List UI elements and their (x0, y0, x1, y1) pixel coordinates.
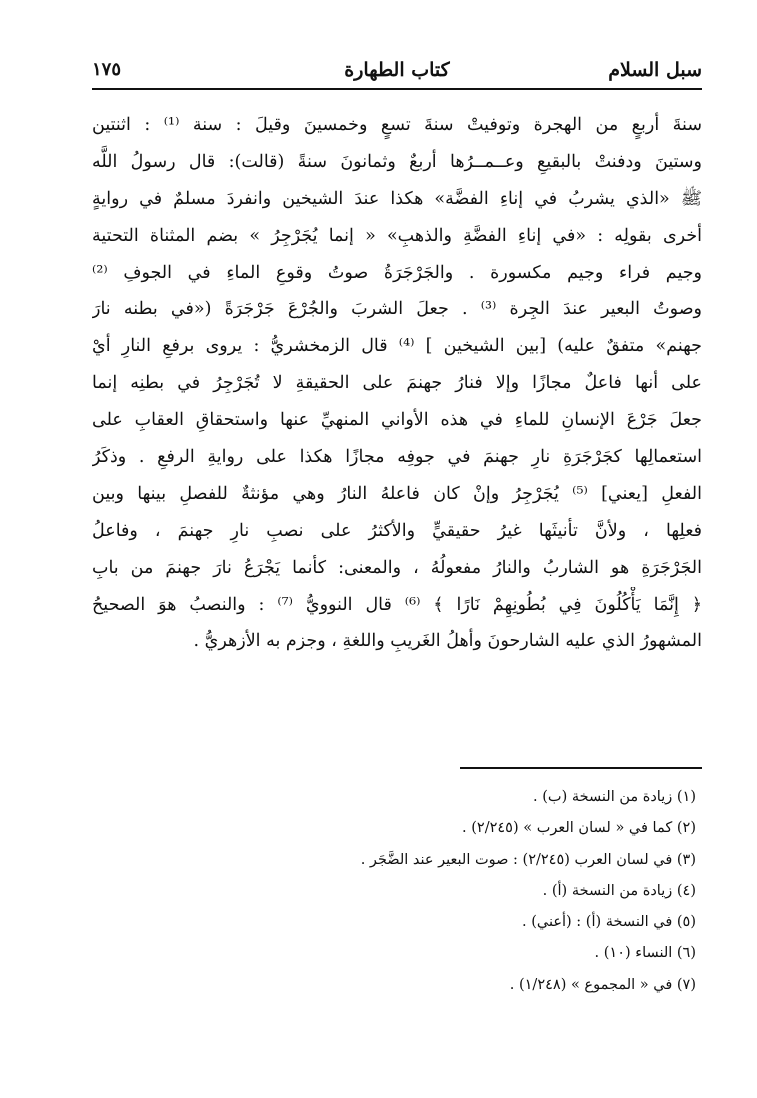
body-line: الجَرْجَرَةِ هو الشاربُ والنارُ مفعولُهُ ، والمعنى: كأنما يَجْرَعُ نارَ جهنمَ من بابِ (92, 557, 702, 578)
footnote-item: (٢) كما في « لسان العرب » (٢/٢٤٥) . (462, 820, 696, 837)
body-line: سنةَ أربعٍ من الهجرة وتوفيتْ سنةَ تسعٍ وخمسينَ وقيلَ : سنة ⁽¹⁾ : اثنتين (92, 115, 702, 135)
main-text-block (92, 107, 702, 660)
body-line: فعلِها ، ولأنَّ تأنيثَها غيرُ حقيقيٍّ والأكثرُ على نصبِ نارِ جهنمَ ، وفاعلُ (92, 520, 702, 541)
body-line: وستينَ ودفنتْ بالبقيعِ وعــمــرُها أربعٌ وثمانونَ سنةً (قالت): قال رسولُ اللَّه (92, 151, 702, 172)
body-line: جهنم» متفقٌ عليه) [بين الشيخين ] ⁽⁴⁾ قال الزمخشريُّ : يروى برفعِ النارِ أيْ (92, 336, 702, 357)
footnote-item: (١) زيادة من النسخة (ب) . (533, 789, 696, 805)
body-line: المشهورُ الذي عليه الشارحونَ وأهلُ الغَريبِ واللغةِ ، وجزم به الأزهريُّ . (193, 631, 702, 652)
body-line: على أنها فاعلٌ مجازًا وإلا فنارُ جهنمَ على الحقيقةِ لا تُجَرْجِرُ في بطنِه إنما (92, 373, 702, 394)
body-line: جعلَ جَرْعَ الإنسانِ للماءِ في هذه الأواني المنهيِّ عنها واستحقاقِ العقابِ على (92, 410, 702, 431)
footnote-item: (٣) في لسان العرب (٢/٢٤٥) : صوت البعير عند الضَّجَر . (360, 851, 696, 868)
body-line: ﷺ «الذي يشربُ في إناءِ الفضَّة» هكذا عندَ الشيخين وانفردَ مسلمٌ في روايةٍ (92, 188, 702, 209)
running-title-chapter: كتاب الطهارة (344, 59, 450, 81)
page-number: ١٧٥ (92, 59, 122, 80)
footnote-divider (460, 767, 702, 769)
running-title-book: سبل السلام (608, 59, 702, 81)
header-divider (92, 88, 702, 90)
footnotes-block (92, 782, 702, 1001)
body-line: وصوتُ البعير عندَ الجِرة ⁽³⁾ . جعلَ الشربَ والجُرْعَ جَرْجَرَةً («في بطنه نارَ (92, 299, 702, 320)
body-line: استعمالِها كجَرْجَرَةِ نارِ جهنمَ في جوفِه مجازًا هكذا على روايةِ الرفعِ . وذكَرُ (92, 447, 702, 468)
body-line-quran-verse: ﴿ إِنَّمَا يَأْكُلُونَ فِي بُطُونِهِمْ نَارًا ﴾ ⁽⁶⁾ قال النوويُّ ⁽⁷⁾ : والنصبُ هوَ الصحيحُ (92, 594, 702, 615)
body-line: وجيم فراء وجيم مكسورة . والجَرْجَرَةُ صوتُ وقوعِ الماءِ في الجوفِ ⁽²⁾ (92, 262, 702, 283)
footnote-item: (٤) زيادة من النسخة (أ) . (542, 882, 696, 899)
footnote-item: (٥) في النسخة (أ) : (أعني) . (522, 914, 696, 931)
body-line: أخرى بقولِه : «في إناءِ الفضَّةِ والذهبِ» « إنما يُجَرْجِرُ » بضم المثناة التحتية (92, 225, 702, 246)
footnote-item: (٧) في « المجموع » (١/٢٤٨) . (509, 976, 696, 993)
footnote-item: (٦) النساء (١٠) . (594, 945, 696, 962)
page-header (92, 56, 702, 90)
body-line: الفعلِ [يعني] ⁽⁵⁾ يُجَرْجِرُ وإنْ كان فاعلهُ النارُ وهي مؤنثةٌ للفصلِ بينها وبين (92, 483, 702, 504)
